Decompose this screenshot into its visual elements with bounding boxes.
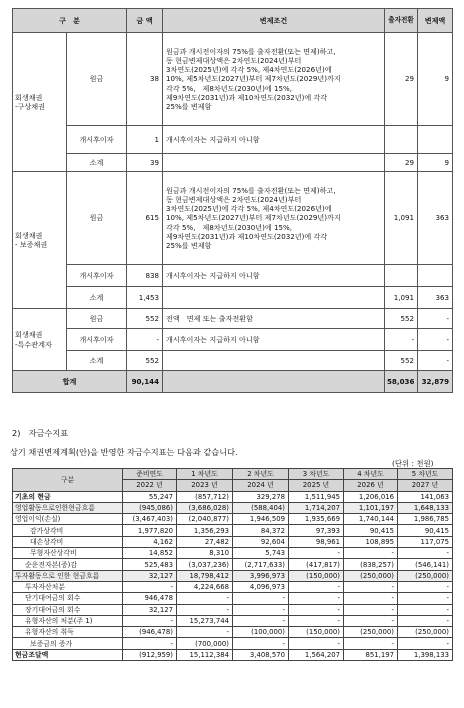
table-row [13,559,453,570]
value-cell: 946,478 [123,593,177,604]
condition-cell: 개시후이자는 지급하지 아니함 [163,329,385,351]
value-cell: 1,564,207 [289,649,344,660]
value-cell: 18,798,412 [177,570,233,581]
value-cell: 15,112,384 [177,649,233,660]
value-cell: - [398,581,453,592]
row-label: 개시후이자 [67,126,127,154]
value-cell: (250,000) [344,627,398,638]
header-period: 3 차년도 [289,469,344,480]
row-label: 유형자산의 취득 [13,627,123,638]
unit-label: (단위 : 천원) [392,459,434,468]
value-cell: 90,415 [398,525,453,536]
value-cell: (3,686,028) [177,502,233,513]
value-cell: 108,895 [344,536,398,547]
header-year: 2026 년 [344,480,398,491]
header-category: 구 분 [13,9,127,33]
value-cell: (838,257) [344,559,398,570]
value-cell: - [289,638,344,649]
value-cell: 525,483 [123,559,177,570]
value-cell: - [289,604,344,615]
value-cell: 90,415 [344,525,398,536]
table-row [13,502,453,513]
row-label: 보증금의 증가 [13,638,123,649]
amount-cell: 552 [127,309,163,329]
row-label: 현금조달액 [13,649,123,660]
total-conversion: 58,036 [385,371,418,393]
condition-cell: 원금과 개시전이자의 75%를 출자전환(또는 면제)하고, 동 현금변제대상액은 2차연도(2024년)부터 3차연도(2025년)에 각각 5%, 제4차연도(2026년)에 10%, 제5차년도(2027년)부터 제7차년도(2029년)까지 각각 5%, 제8차년도(2030년)에 15%, 제9차연도(2031년)과 제10차연도(2032년)에 각각 25%를 변제함 [163,33,385,126]
row-label: 개시후이자 [67,265,127,287]
row-label: 투자활동으로 인한 현금흐름 [13,570,123,581]
amount-cell: 838 [127,265,163,287]
value-cell: 97,393 [289,525,344,536]
table-row [13,638,453,649]
header-repayment: 변제액 [418,9,453,33]
header-year: 2027 년 [398,480,453,491]
value-cell: 84,372 [233,525,289,536]
value-cell: - [177,593,233,604]
conversion-cell: 29 [385,33,418,126]
value-cell: 1,977,820 [123,525,177,536]
header-condition: 변제조건 [163,9,385,33]
value-cell: - [344,604,398,615]
value-cell: 1,648,133 [398,502,453,513]
header-year: 2024 년 [233,480,289,491]
amount-cell: 39 [127,154,163,172]
value-cell: 4,224,668 [177,581,233,592]
repayment-cell [418,126,453,154]
row-label: 원금 [67,309,127,329]
row-label: 소계 [67,351,127,371]
row-label: 대손상각비 [13,536,123,547]
value-cell: - [233,604,289,615]
value-cell: - [233,638,289,649]
value-cell: - [289,593,344,604]
value-cell: (546,141) [398,559,453,570]
condition-cell: 원금과 개시전이자의 75%를 출자전환(또는 면제)하고, 동 현금변제대상액은 2차연도(2024년)부터 3차연도(2025년)에 각각 5%, 제4차연도(2026년)에 10%, 제5차년도(2027년)부터 제7차년도(2029년)까지 각각 5%, 제8차년도(2030년)에 15%, 제9차연도(2031년)과 제10차연도(2032년)에 각각 25%를 변제함 [163,172,385,265]
table-row [13,581,453,592]
row-label: 소계 [67,154,127,172]
conversion-cell: 1,091 [385,287,418,309]
value-cell: (100,000) [233,627,289,638]
group-name: 회생채권 - 보증채권 [13,172,67,309]
value-cell: - [177,627,233,638]
value-cell: 117,075 [398,536,453,547]
value-cell: - [344,593,398,604]
header-period: 준비연도 [123,469,177,480]
row-label: 원금 [67,33,127,126]
value-cell: 14,852 [123,548,177,559]
value-cell: - [123,638,177,649]
value-cell: - [289,548,344,559]
value-cell: 1,101,197 [344,502,398,513]
conversion-cell [385,265,418,287]
table-row [13,570,453,581]
value-cell: 141,063 [398,491,453,502]
value-cell: 1,206,016 [344,491,398,502]
amount-cell: 552 [127,351,163,371]
value-cell: - [123,581,177,592]
conversion-cell: 552 [385,309,418,329]
row-label: 원금 [67,172,127,265]
repayment-plan-table [12,8,453,393]
table-row [13,548,453,559]
value-cell: 8,310 [177,548,233,559]
repayment-cell: 363 [418,287,453,309]
table-row [13,615,453,626]
value-cell: 92,604 [233,536,289,547]
value-cell: - [344,581,398,592]
value-cell: - [289,615,344,626]
condition-cell [163,287,385,309]
value-cell: 1,740,144 [344,514,398,525]
header-year: 2023 년 [177,480,233,491]
value-cell: 3,408,570 [233,649,289,660]
condition-cell [163,371,385,393]
row-label: 감가상각비 [13,525,123,536]
value-cell: 1,946,509 [233,514,289,525]
value-cell: (3,467,403) [123,514,177,525]
value-cell: 1,511,945 [289,491,344,502]
row-label: 소계 [67,287,127,309]
table-row [13,593,453,604]
cash-flow-table [12,468,453,661]
section-title: 2) 자금수지표 [12,428,69,438]
value-cell: - [177,604,233,615]
value-cell: - [344,638,398,649]
value-cell: 851,197 [344,649,398,660]
condition-cell [163,351,385,371]
table-row [13,514,453,525]
value-cell: - [289,581,344,592]
value-cell: (945,086) [123,502,177,513]
conversion-cell: 552 [385,351,418,371]
value-cell: - [123,615,177,626]
header-year: 2025 년 [289,480,344,491]
value-cell: - [233,593,289,604]
row-label: 투자자산처분 [13,581,123,592]
row-label: 유형자산의 처분(주 1) [13,615,123,626]
amount-cell: - [127,329,163,351]
value-cell: 98,961 [289,536,344,547]
group-name: 회생채권 -특수관계자 [13,309,67,371]
group-name: 회생채권 -구상채권 [13,33,67,172]
value-cell: - [398,604,453,615]
row-label: 장기대여금의 회수 [13,604,123,615]
header-amount: 금 액 [127,9,163,33]
table-row [13,649,453,660]
value-cell: 1,714,207 [289,502,344,513]
row-label: 단기대여금의 회수 [13,593,123,604]
value-cell: - [344,615,398,626]
table-row [13,536,453,547]
value-cell: 55,247 [123,491,177,502]
value-cell: 15,273,744 [177,615,233,626]
value-cell: 32,127 [123,604,177,615]
repayment-cell [418,265,453,287]
table-row [13,604,453,615]
condition-cell [163,154,385,172]
header-conversion: 출자전환 [385,9,418,33]
value-cell: 4,162 [123,536,177,547]
value-cell: - [398,593,453,604]
value-cell: 5,743 [233,548,289,559]
value-cell: (250,000) [398,570,453,581]
row-label: 영업이익(손실) [13,514,123,525]
value-cell: 1,935,669 [289,514,344,525]
value-cell: 3,996,973 [233,570,289,581]
row-label: 무형자산상각비 [13,548,123,559]
repayment-cell: - [418,351,453,371]
header-category: 구분 [13,469,123,492]
value-cell: 1,356,293 [177,525,233,536]
amount-cell: 615 [127,172,163,265]
value-cell: (2,717,633) [233,559,289,570]
header-year: 2022 년 [123,480,177,491]
section-description: 상기 채권변제계획(안)을 반영한 자금수지표는 다음과 같습니다. [10,447,238,457]
value-cell: (857,712) [177,491,233,502]
header-period: 2 차년도 [233,469,289,480]
value-cell: (912,959) [123,649,177,660]
conversion-cell: 29 [385,154,418,172]
value-cell: (946,478) [123,627,177,638]
conversion-cell: - [385,329,418,351]
header-period: 5 차년도 [398,469,453,480]
value-cell: - [344,548,398,559]
value-cell: - [233,615,289,626]
total-label: 합계 [13,371,127,393]
condition-cell: 개시후이자는 지급하지 아니함 [163,126,385,154]
total-repayment: 32,879 [418,371,453,393]
value-cell: (3,037,236) [177,559,233,570]
value-cell: 27,482 [177,536,233,547]
row-label: 기초의 현금 [13,491,123,502]
value-cell: 329,278 [233,491,289,502]
row-label: 순운전자본(증)감 [13,559,123,570]
amount-cell: 1 [127,126,163,154]
value-cell: (150,000) [289,627,344,638]
conversion-cell: 1,091 [385,172,418,265]
repayment-cell: - [418,309,453,329]
value-cell: 1,398,133 [398,649,453,660]
value-cell: (150,000) [289,570,344,581]
value-cell: (250,000) [344,570,398,581]
total-amount: 90,144 [127,371,163,393]
amount-cell: 38 [127,33,163,126]
repayment-cell: - [418,329,453,351]
condition-cell: 개시후이자는 지급하지 아니함 [163,265,385,287]
value-cell: 1,986,785 [398,514,453,525]
value-cell: - [398,638,453,649]
cash-flow-body [13,491,453,660]
row-label: 영업활동으로인한현금흐름 [13,502,123,513]
value-cell: - [398,615,453,626]
conversion-cell [385,126,418,154]
value-cell: (588,404) [233,502,289,513]
value-cell: 4,096,973 [233,581,289,592]
row-label: 개시후이자 [67,329,127,351]
value-cell: (417,817) [289,559,344,570]
table-row [13,627,453,638]
value-cell: (250,000) [398,627,453,638]
value-cell: (700,000) [177,638,233,649]
repayment-cell: 9 [418,154,453,172]
table-row [13,491,453,502]
value-cell: (2,040,877) [177,514,233,525]
condition-cell: 전액 면제 또는 출자전환함 [163,309,385,329]
amount-cell: 1,453 [127,287,163,309]
value-cell: - [398,548,453,559]
repayment-cell: 9 [418,33,453,126]
header-period: 1 차년도 [177,469,233,480]
value-cell: 32,127 [123,570,177,581]
header-period: 4 차년도 [344,469,398,480]
repayment-cell: 363 [418,172,453,265]
table-row [13,525,453,536]
